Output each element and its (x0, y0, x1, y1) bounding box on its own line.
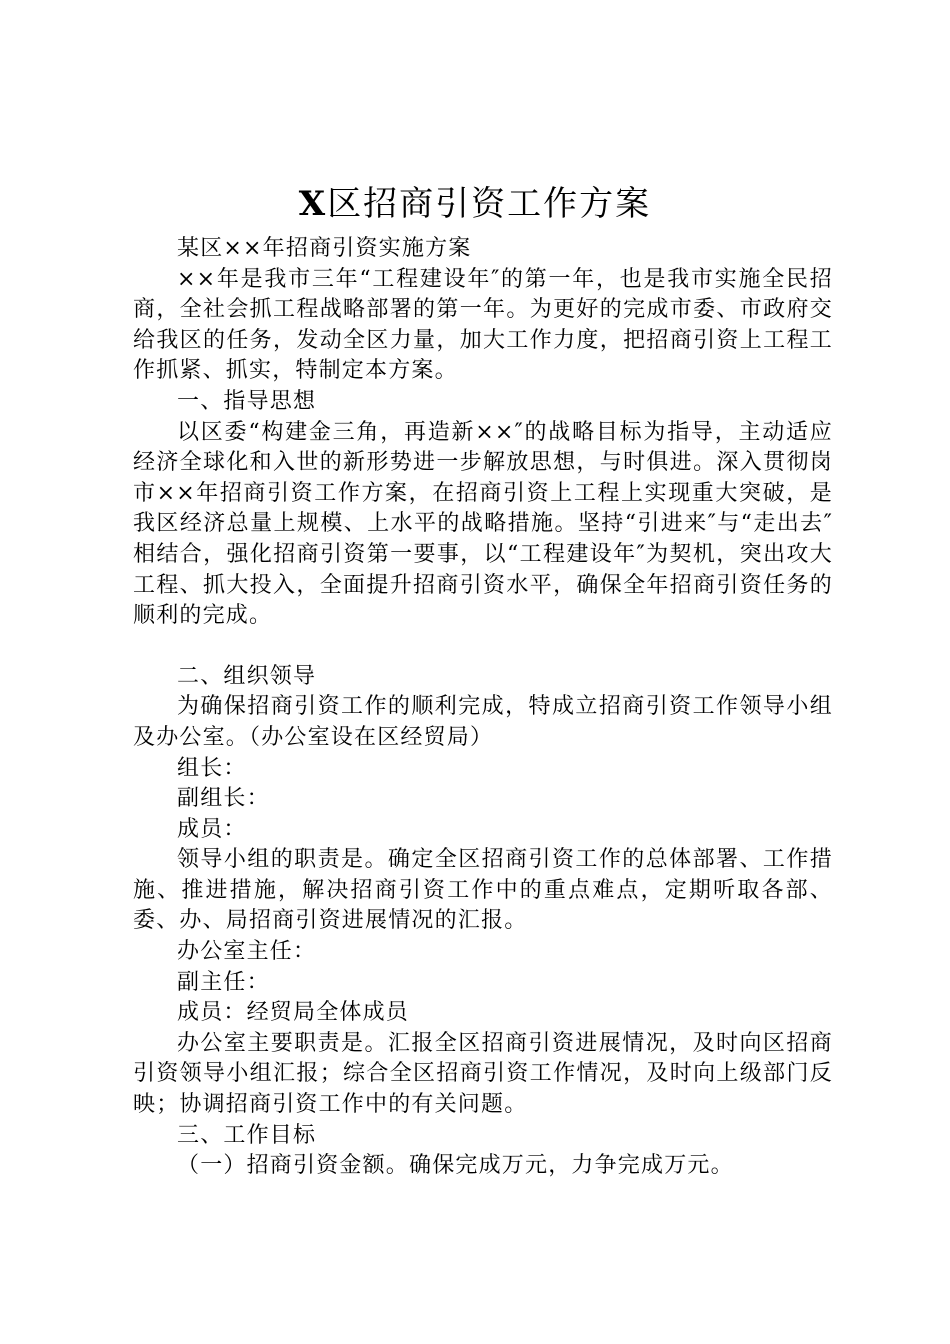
line-deputy-leader: 副组长： (177, 786, 270, 812)
line-members: 成员： (177, 816, 247, 842)
paragraph-office-duties: 办公室主要职责是。汇报全区招商引资进展情况，及时向区招商引资领导小组汇报；综合全区招商引资工作情况，及时向上级部门反映；协调招商引资工作中的有关问题。 (133, 1030, 833, 1118)
heading-organization: 二、组织领导 (177, 663, 317, 689)
title-prefix: X (298, 184, 328, 224)
heading-work-goals: 三、工作目标 (177, 1122, 317, 1148)
paragraph-organization: 为确保招商引资工作的顺利完成，特成立招商引资工作领导小组及办公室。（办公室设在区经贸局） (133, 694, 833, 750)
line-deputy-director: 副主任： (177, 969, 270, 995)
paragraph-investment-amount: （一）招商引资金额。确保完成万元，力争完成万元。 (177, 1153, 734, 1179)
paragraph-intro: ××年是我市三年“工程建设年″的第一年，也是我市实施全民招商，全社会抓工程战略部署的第一年。为更好的完成市委、市政府交给我区的任务，发动全区力量，加大工作力度，把招商引资上工程工作抓紧、抓实，特制定本方案。 (133, 266, 833, 384)
document-title (0, 180, 950, 228)
paragraph-subtitle: 某区××年招商引资实施方案 (177, 236, 472, 261)
paragraph-group-duties: 领导小组的职责是。确定全区招商引资工作的总体部署、工作措施、推进措施，解决招商引资工作中的重点难点，定期听取各部、委、办、局招商引资进展情况的汇报。 (133, 847, 833, 934)
line-office-members: 成员：经贸局全体成员 (177, 1000, 410, 1026)
title-text: 区招商引资工作方案 (327, 184, 652, 224)
paragraph-guiding-thought: 以区委“构建金三角，再造新××″的战略目标为指导，主动适应经济全球化和入世的新形势进一步解放思想，与时俱进。深入贯彻岗市××年招商引资工作方案，在招商引资上工程上实现重大突破，是我区经济总量上规模、上水平的战略措施。坚持“引进来″与“走出去″相结合，强化招商引资第一要事，以“工程建设年″为契机，突出攻大工程、抓大投入，全面提升招商引资水平，确保全年招商引资任务的顺利的完成。 (133, 419, 833, 629)
document-body (133, 234, 833, 1182)
heading-guiding-thought: 一、指导思想 (177, 388, 317, 414)
line-group-leader: 组长： (177, 755, 247, 781)
line-office-director: 办公室主任： (177, 939, 317, 965)
blank-line (133, 632, 833, 662)
